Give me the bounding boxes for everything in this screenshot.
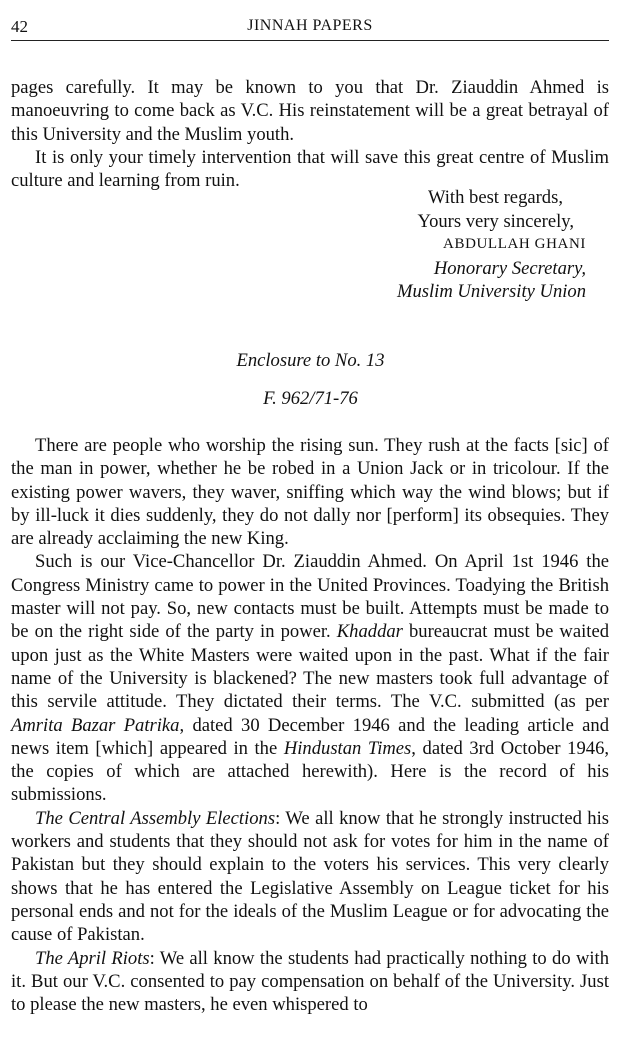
enclosure-reference: F. 962/71-76 xyxy=(263,388,358,409)
letter-paragraph: It is only your timely intervention that will save this great centre of Muslim culture and learning from ruin. xyxy=(11,146,609,192)
letter-paragraph: pages carefully. It may be known to you that Dr. Ziauddin Ahmed is manoeuvring to come back as V.C. His reinstatement will be a great betrayal of this University and the Muslim youth. xyxy=(11,77,609,145)
body-paragraph: There are people who worship the rising sun. They rush at the facts [sic] of the man in power, whether he be robed in a Union Jack or in tricolour. If the existing power wavers, they waver, sniffing which way the wind blows; but if by ill-luck it dies suddenly, they do not dally nor [perform] its obsequies. They are already acclaiming the new King. xyxy=(11,435,609,550)
signature-block xyxy=(300,186,586,304)
text-run: , dated 30 December 1946 and the leading article and news item [which] appeared in the xyxy=(11,714,609,759)
body-paragraph xyxy=(11,947,609,1017)
letter-body xyxy=(11,76,609,192)
text-run: Such is our Vice-Chancellor Dr. Ziauddin Ahmed. On April 1st 1946 the Congress Ministry came to power in the United Provinces. Toadying the British master will not pay. So, new contacts must be built. Attempts must be made to be on the right side of the party in power. xyxy=(11,551,609,643)
enclosure-title: Enclosure to No. 13 xyxy=(236,350,385,371)
italic-term: Khaddar xyxy=(336,621,403,643)
running-header xyxy=(11,14,609,41)
signature-title: Honorary Secretary, xyxy=(433,257,586,279)
text-run: bureaucrat must be waited upon just as the White Masters were waited upon in the past. What if the fair name of the University is blackened? The new masters took full advantage of this servile attitude. They dictated their terms. The V.C. submitted (as per xyxy=(11,621,609,713)
running-title: JINNAH PAPERS xyxy=(247,17,373,34)
body-paragraph xyxy=(11,807,609,947)
signature-closing: With best regards, xyxy=(427,187,563,208)
page-number: 42 xyxy=(11,17,28,36)
body-paragraph xyxy=(11,550,609,806)
newspaper-title: Amrita Bazar Patrika xyxy=(11,714,180,736)
newspaper-title: Hindustan Times xyxy=(283,737,412,759)
section-heading: The April Riots xyxy=(35,947,150,969)
signature-yours: Yours very sincerely, xyxy=(417,210,574,232)
enclosure-body xyxy=(11,434,609,1016)
section-heading: The Central Assembly Elections xyxy=(35,807,276,829)
text-run: : We all know that he strongly instructed his workers and students that they should not ask for votes for him in the name of Pakistan but they should explain to the voters his services. This very clearly shows that he has entered the Legislative Assembly on League ticket for his personal ends and not for the ideals of the Muslim League or for advocating the cause of Pakistan. xyxy=(11,807,609,946)
signature-organisation: Muslim University Union xyxy=(396,281,586,302)
text-run: : We all know the students had practically nothing to do with it. But our V.C. consented to pay compensation on behalf of the University. Just to please the new masters, he even whispered to xyxy=(11,947,610,1016)
signature-name: ABDULLAH GHANI xyxy=(443,236,586,252)
text-run: , dated 3rd October 1946, the copies of which are attached herewith). Here is the record of his submissions. xyxy=(11,737,610,806)
